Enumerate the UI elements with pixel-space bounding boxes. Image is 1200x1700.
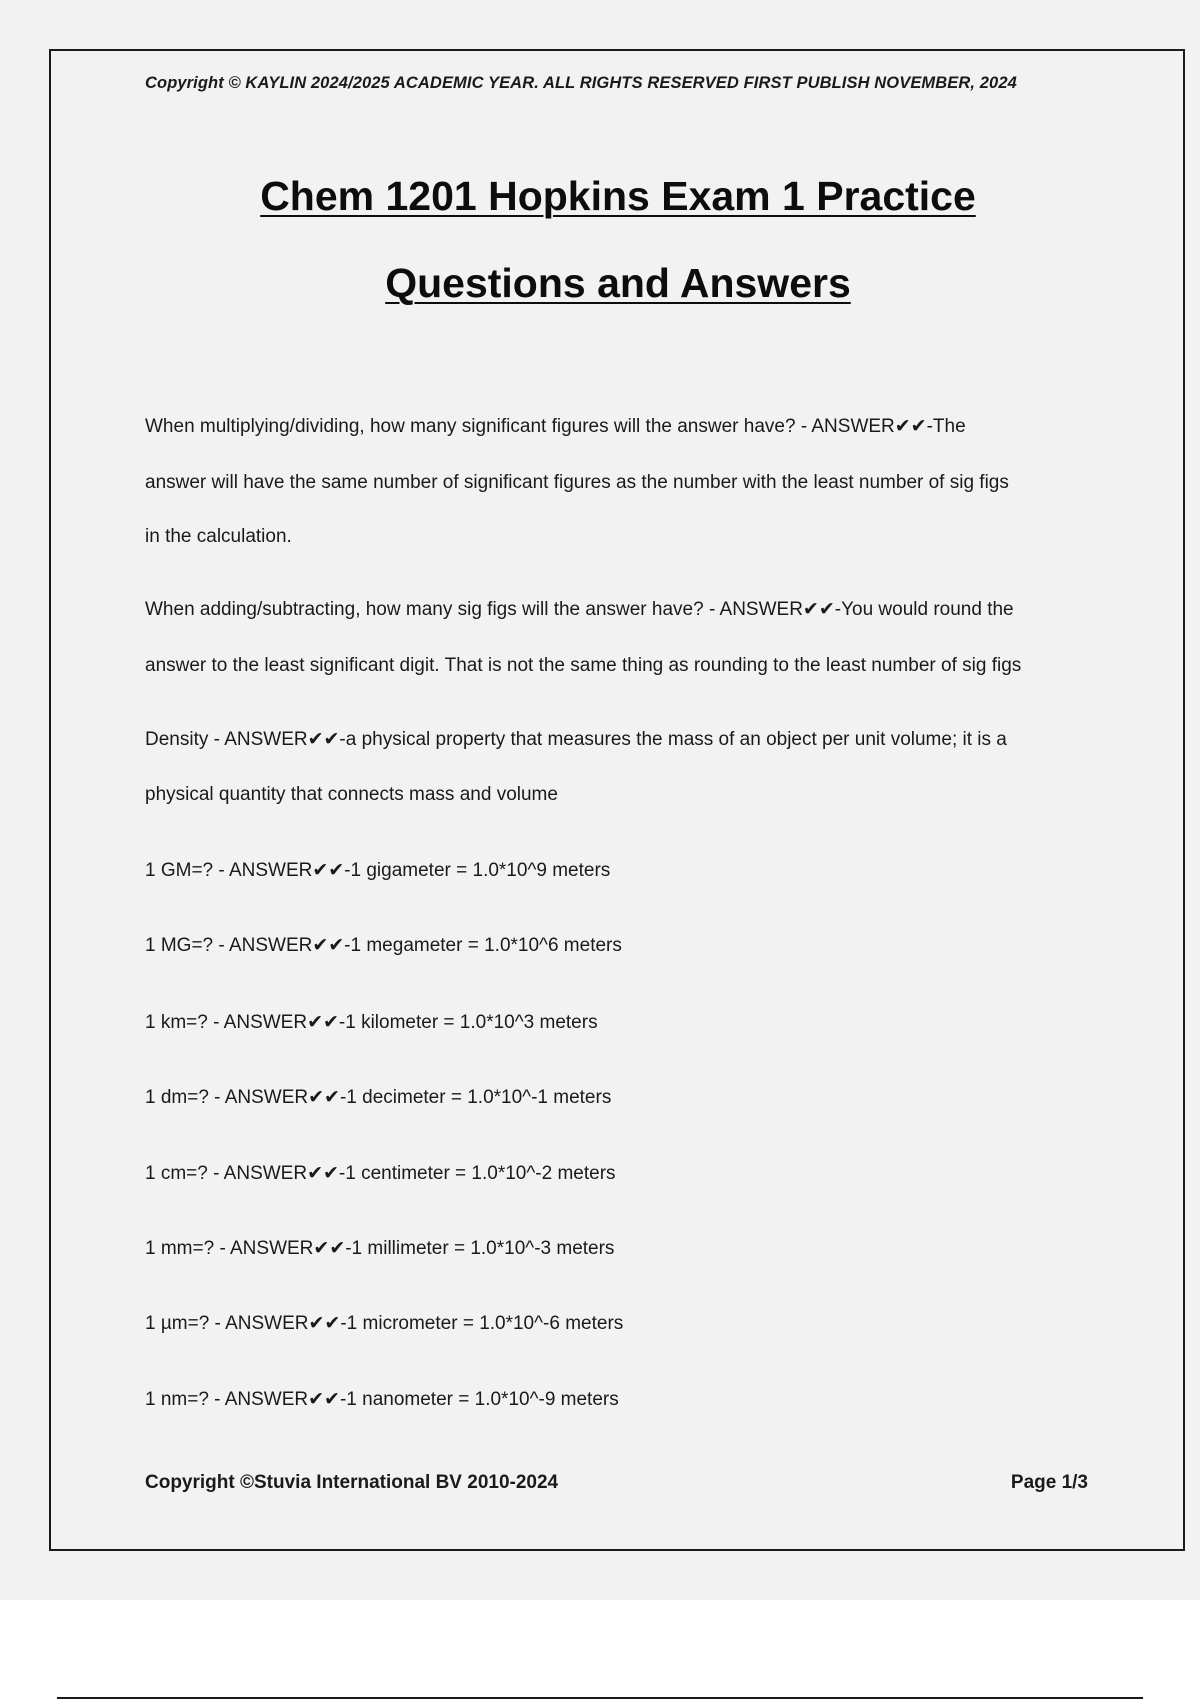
text-line: Density - ANSWER✔✔-a physical property that measures the mass of an object per unit volume; it is a <box>145 729 1007 750</box>
text-line: 1 µm=? - ANSWER✔✔-1 micrometer = 1.0*10^-6 meters <box>145 1313 624 1334</box>
text-line: 1 MG=? - ANSWER✔✔-1 megameter = 1.0*10^6 meters <box>145 935 622 956</box>
text-line: physical quantity that connects mass and volume <box>145 784 558 805</box>
text-line: 1 dm=? - ANSWER✔✔-1 decimeter = 1.0*10^-1 meters <box>145 1087 612 1108</box>
document-title-text-2: Questions and Answers <box>385 260 851 306</box>
next-page-top-rule <box>57 1697 1143 1699</box>
text-line: 1 nm=? - ANSWER✔✔-1 nanometer = 1.0*10^-9 meters <box>145 1389 619 1410</box>
document-title-line-1 <box>0 173 1200 220</box>
text-line: 1 GM=? - ANSWER✔✔-1 gigameter = 1.0*10^9 meters <box>145 860 611 881</box>
header-copyright: Copyright © KAYLIN 2024/2025 ACADEMIC YEAR. ALL RIGHTS RESERVED FIRST PUBLISH NOVEMBER, 2024 <box>145 74 1017 92</box>
document-title-line-2 <box>0 260 1200 307</box>
text-line: When multiplying/dividing, how many significant figures will the answer have? - ANSWER✔✔-The <box>145 416 966 437</box>
text-line: in the calculation. <box>145 526 292 547</box>
document-title-text-1: Chem 1201 Hopkins Exam 1 Practice <box>260 173 976 219</box>
text-line: 1 cm=? - ANSWER✔✔-1 centimeter = 1.0*10^-2 meters <box>145 1163 616 1184</box>
text-line: When adding/subtracting, how many sig figs will the answer have? - ANSWER✔✔-You would round the <box>145 599 1014 620</box>
page-number: Page 1/3 <box>1010 1472 1088 1493</box>
text-line: answer to the least significant digit. That is not the same thing as rounding to the least number of sig figs <box>145 655 1022 676</box>
footer-copyright: Copyright ©Stuvia International BV 2010-2024 <box>145 1472 559 1493</box>
text-line: 1 km=? - ANSWER✔✔-1 kilometer = 1.0*10^3 meters <box>145 1012 598 1033</box>
text-line: answer will have the same number of significant figures as the number with the least number of sig figs <box>145 472 1009 493</box>
text-line: 1 mm=? - ANSWER✔✔-1 millimeter = 1.0*10^-3 meters <box>145 1238 615 1259</box>
